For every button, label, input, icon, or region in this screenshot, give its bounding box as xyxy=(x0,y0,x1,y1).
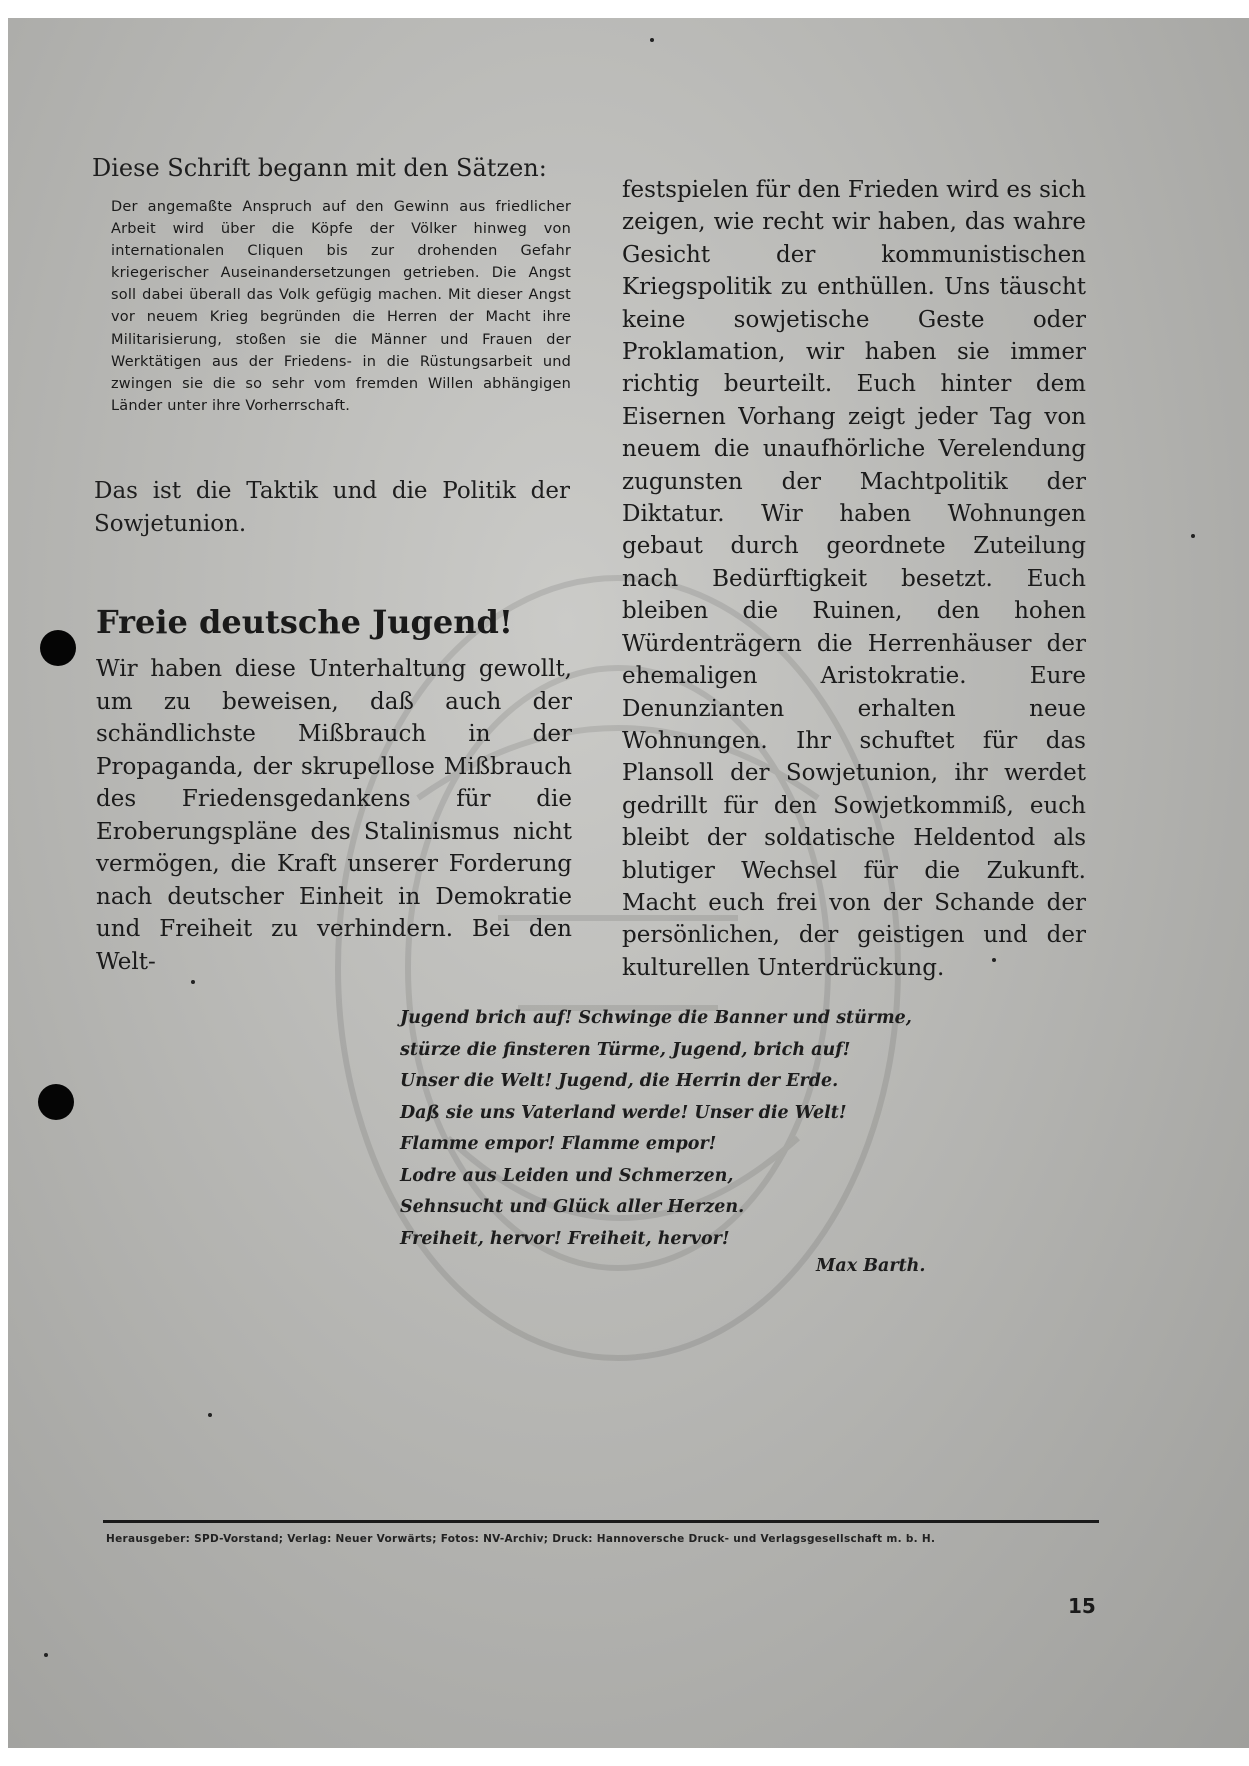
intro-quote: Der angemaßte Anspruch auf den Gewinn aus friedlicher Arbeit wird über die Köpfe der Völker hinweg von internationalen Cliquen bis zur drohenden Gefahr kriegerischer Auseinandersetzungen getrieben. Die Angst soll dabei überall das Volk gefügig machen. Mit dieser Angst vor neuem Krieg begründen die Herren der Macht ihre Militarisierung, stoßen sie die Männer und Frauen der Werktätigen aus der Friedens- in die Rüstungsarbeit und zwingen sie die so sehr vom fremden Willen abhängigen Länder unter ihre Vorherrschaft. xyxy=(111,199,571,414)
body-column-right: festspielen für den Frieden wird es sich zeigen, wie recht wir haben, das wahre Gesicht der kommunistischen Kriegspolitik zu enthüllen. Uns täuscht keine sowjetische Geste oder Proklamation, wir haben sie immer richtig beurteilt. Euch hinter dem Eisernen Vorhang zeigt jeder Tag von neuem die unaufhörliche Verelendung zugunsten der Machtpolitik der Diktatur. Wir haben Wohnungen gebaut durch geordnete Zuteilung nach Bedürftigkeit besetzt. Euch bleiben die Ruinen, den hohen Würdenträgern die Herrenhäuser der ehemaligen Aristokratie. Eure Denunzianten erhalten neue Wohnungen. Ihr schuftet für das Plansoll der Sowjetunion, ihr werdet gedrillt für den Sowjetkommiß, euch bleibt der soldatische Heldentod als blutiger Wechsel für die Zukunft. Macht euch frei von der Schande der persönlichen, der geistigen und der kulturellen Unterdrückung. xyxy=(622,177,1086,981)
poem xyxy=(400,1003,940,1255)
body-column-left: Wir haben diese Unterhaltung gewollt, um zu beweisen, daß auch der schändlichste Mißbrauch in der Propaganda, der skrupellose Mißbrauch des Friedensgedankens für die Eroberungspläne des Stalinismus nicht vermögen, die Kraft unserer Forderung nach deutscher Einheit in Demokratie und Freiheit zu verhindern. Bei den Welt- xyxy=(96,656,572,975)
intro-conclusion: Das ist die Taktik und die Politik der Sowjetunion. xyxy=(94,478,570,537)
dust-speck xyxy=(44,1653,48,1657)
poem-author: Max Barth. xyxy=(816,1256,926,1276)
footer-rule xyxy=(103,1520,1099,1523)
punch-hole-top xyxy=(40,630,76,666)
poem-line: Freiheit, hervor! Freiheit, hervor! xyxy=(400,1228,730,1249)
poem-line: Lodre aus Leiden und Schmerzen, xyxy=(400,1165,734,1186)
document-page xyxy=(8,18,1249,1748)
dust-speck xyxy=(191,980,195,984)
page-number: 15 xyxy=(1068,1594,1096,1618)
poem-line: Unser die Welt! Jugend, die Herrin der Erde. xyxy=(400,1071,839,1091)
dust-speck xyxy=(208,1413,212,1417)
intro-lead: Diese Schrift begann mit den Sätzen: xyxy=(92,154,547,182)
punch-hole-bottom xyxy=(38,1084,74,1120)
section-headline: Freie deutsche Jugend! xyxy=(96,603,513,641)
dust-speck xyxy=(1191,534,1195,538)
poem-line: stürze die finsteren Türme, Jugend, brich auf! xyxy=(400,1039,851,1060)
poem-line: Jugend brich auf! Schwinge die Banner und stürme, xyxy=(400,1008,912,1028)
poem-line: Sehnsucht und Glück aller Herzen. xyxy=(400,1197,745,1217)
dust-speck xyxy=(650,38,654,42)
imprint-line: Herausgeber: SPD-Vorstand; Verlag: Neuer Vorwärts; Fotos: NV-Archiv; Druck: Hannoversche Druck- und Verlagsgesellschaft m. b. H. xyxy=(106,1533,936,1545)
poem-line: Flamme empor! Flamme empor! xyxy=(400,1134,717,1154)
poem-line: Daß sie uns Vaterland werde! Unser die Welt! xyxy=(400,1102,847,1123)
